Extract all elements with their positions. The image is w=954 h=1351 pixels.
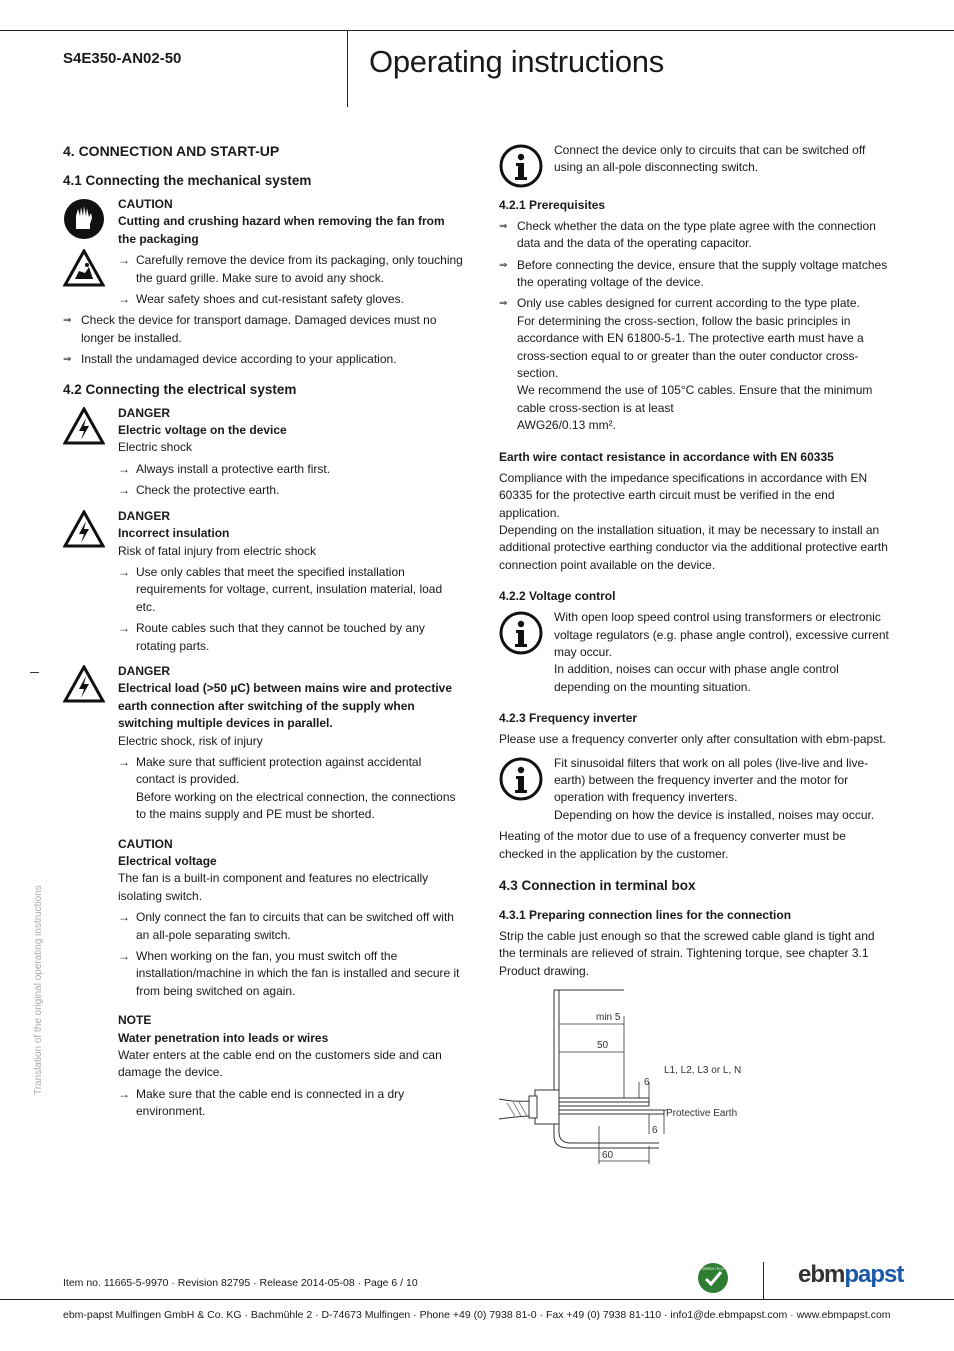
danger-load-block [63,663,463,1121]
caution-label: CAUTION [118,836,173,851]
subsection-title-4-3: 4.3 Connection in terminal box [499,878,696,893]
fi-paragraph: Heating of the motor due to use of a frequency converter must be checked in the application by the customer. [499,829,846,861]
high-voltage-warning-icon [63,510,105,553]
danger-step-text: Make sure that sufficient protection against accidental contact is provided. [136,754,422,787]
fi-paragraph: Please use a frequency converter only after consultation with ebm-papst. [499,732,886,747]
info-text: With open loop speed control using transformers or electronic voltage regulators (e.g. phase angle control), excessive current may occur. [554,610,889,659]
company-address-line: ebm-papst Mulfingen GmbH & Co. KG · Bachmühle 2 · D-74673 Mulfingen · Phone +49 (0) 7938 81-0 · Fax +49 (0) 7938 81-110 · info1@de.ebmpapst.com · www.ebmpapst.com [63,1309,891,1321]
subsection-title-4-2-2: 4.2.2 Voltage control [499,589,616,604]
danger-insulation-block [63,508,463,655]
dim-min5: min 5 [596,1012,621,1024]
header-divider [347,30,348,107]
caution-step: → Carefully remove the device from its packaging, only touching the guard grille. Make sure to avoid any shock. [118,252,463,287]
bullet-text: We recommend the use of 105°C cables. Ensure that the minimum cable cross-section is at least [517,383,873,415]
greentech-logo [696,1261,730,1300]
dim-50: 50 [597,1040,609,1052]
caution-step: → Only connect the fan to circuits that can be switched off with an all-pole separating switch. [118,909,463,944]
danger-desc: Electric shock, risk of injury [118,733,263,748]
left-column [63,142,463,1125]
caution-step: → When working on the fan, you must switch off the installation/machine in which the fan is installed and secure it from being switched on again. [118,948,463,1000]
info-text: Connect the device only to circuits that can be switched off using an all-pole disconnecting switch. [554,143,866,175]
danger-label: DANGER [118,663,171,678]
brand-part-1: ebm [798,1261,845,1288]
danger-label: DANGER [118,508,171,523]
header-top-rule [0,30,954,31]
caution-desc: The fan is a built-in component and features no electrically isolating switch. [118,871,429,903]
bullet-text: AWG26/0.13 mm². [517,418,616,433]
dim-6a: 6 [644,1077,650,1089]
caution-subtitle: Cutting and crushing hazard when removing the fan from the packaging [118,214,445,246]
info-block [499,755,889,825]
high-voltage-warning-icon [63,407,105,450]
info-block [499,609,889,696]
bullet-item: ⇒ Before connecting the device, ensure that the supply voltage matches the operating voltage of the device. [499,257,889,292]
bullet-item [499,295,889,434]
label-protective-earth: Protective Earth [666,1108,738,1120]
info-text: Depending on how the device is installed, noises may occur. [554,807,875,822]
cable-gland [499,1090,559,1124]
danger-subtitle: Electric voltage on the device [118,423,287,438]
bullet-item: ⇒ Install the undamaged device according to your application. [63,351,463,368]
bullet-text: Only use cables designed for current according to the type plate. [517,296,860,311]
caution-label: CAUTION [118,197,173,211]
cable-stripping-drawing [499,986,759,1166]
bullet-item: ⇒ Check whether the data on the type plate agree with the connection data and the data of the operating capacitor. [499,218,889,253]
info-icon [499,144,543,193]
subsection-title-4-1: 4.1 Connecting the mechanical system [63,173,312,188]
note-desc: Water enters at the cable end on the customers side and can damage the device. [118,1048,442,1080]
subsection-title-4-2-3: 4.2.3 Frequency inverter [499,711,638,726]
right-column [499,142,889,1166]
danger-step: → Route cables such that they cannot be touched by any rotating parts. [118,620,463,655]
danger-step [118,754,463,824]
item-number-line: Item no. 11665-5-9970 · Revision 82795 · Release 2014-05-08 · Page 6 / 10 [63,1277,418,1289]
danger-step: → Use only cables that meet the specified installation requirements for voltage, current, insulation material, load etc. [118,564,463,616]
caution-cutting-block [63,196,463,308]
bullet-text: For determining the cross-section, follow the basic principles in accordance with EN 61800-5-1. The protective earth must have a cross-section equal to or greater than the outer conductor cross-section. [517,313,864,381]
earth-paragraph: Compliance with the impedance specifications in accordance with EN 60335 for the protective earth circuit must be verified in the end application. [499,470,868,520]
brand-part-2: papst [844,1261,904,1288]
danger-subtitle: Electrical load (>50 µC) between mains wire and protective earth connection after switching of the supply when switching multiple devices in parallel. [118,681,453,731]
note-step: → Make sure that the cable end is connected in a dry environment. [118,1086,463,1121]
info-block [499,142,889,177]
prep-paragraph: Strip the cable just enough so that the screwed cable gland is tight and the terminals are relieved of strain. Tightening torque, see chapter 3.1 Product drawing. [499,929,875,978]
footer-divider [763,1262,764,1300]
danger-desc: Electric shock [118,440,193,455]
danger-step-text: Before working on the electrical connection, the connections to the mains supply and PE must be shorted. [136,789,456,822]
label-line-conductors: L1, L2, L3 or L, N [664,1065,742,1077]
danger-step: → Check the protective earth. [118,482,463,499]
subsection-title-4-2-1: 4.2.1 Prerequisites [499,197,606,212]
model-number: S4E350-AN02-50 [63,50,182,67]
earth-title: Earth wire contact resistance in accordance with EN 60335 [499,449,834,464]
dim-6b: 6 [652,1125,658,1137]
note-label: NOTE [118,1013,152,1028]
danger-step: → Always install a protective earth first. [118,461,463,478]
footer-rule [0,1299,954,1300]
subsection-title-4-3-1: 4.3.1 Preparing connection lines for the connection [499,908,792,922]
danger-label: DANGER [118,405,171,420]
document-title: Operating instructions [369,44,664,79]
section-title: 4. CONNECTION AND START-UP [63,143,280,159]
ebmpapst-logo [798,1261,903,1289]
wires [559,1098,664,1114]
subsection-title-4-2: 4.2 Connecting the electrical system [63,381,297,397]
info-icon [499,611,543,660]
info-icon [499,757,543,806]
info-text: Fit sinusoidal filters that work on all poles (live-live and live-earth) between the frequency inverter and the motor for operation with frequency inverters. [554,755,869,805]
margin-mark [30,672,39,673]
danger-subtitle: Incorrect insulation [118,526,230,541]
side-note: Translation of the original operating instructions [33,885,44,1095]
earth-paragraph: Depending on the installation situation, it may be necessary to install an additional protective earthing conductor via the additional protective earth connection point available on the device. [499,522,888,572]
note-subtitle: Water penetration into leads or wires [118,1030,329,1045]
danger-desc: Risk of fatal injury from electric shock [118,543,317,558]
danger-voltage-block [63,405,463,500]
dimension-lines [559,1016,667,1164]
bullet-item: ⇒ Check the device for transport damage. Damaged devices must no longer be installed. [63,312,463,347]
greentech-text: GREEN TECH [701,1267,725,1271]
gloves-icon [63,198,105,287]
dim-60: 60 [602,1150,614,1162]
caution-subtitle: Electrical voltage [118,854,217,868]
info-text: In addition, noises can occur with phase angle control depending on the mounting situation. [554,662,839,694]
caution-step: → Wear safety shoes and cut-resistant safety gloves. [118,291,463,308]
high-voltage-warning-icon [63,665,105,708]
